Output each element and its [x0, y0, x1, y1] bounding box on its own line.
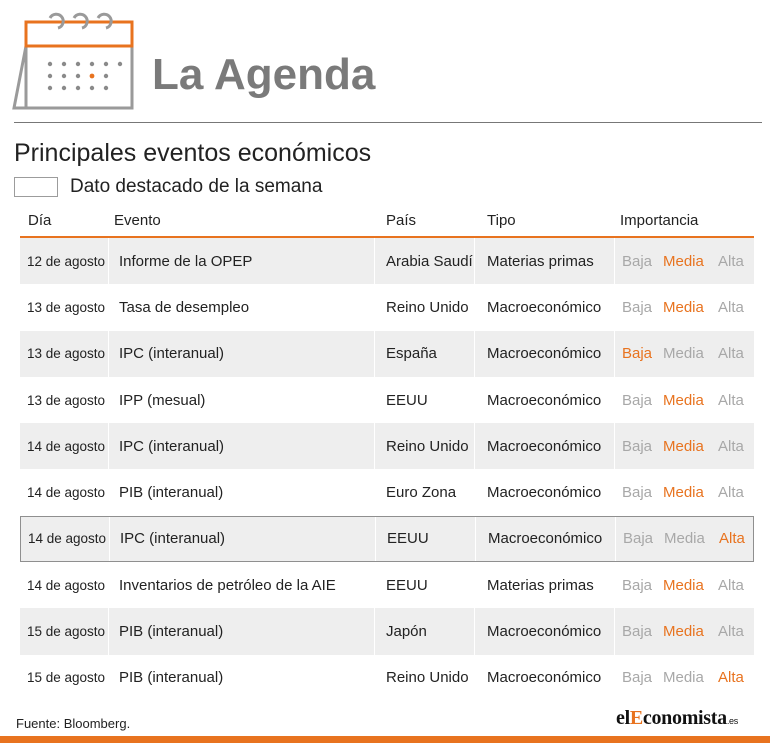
cell-type: Materias primas [487, 576, 594, 594]
column-separator [475, 517, 476, 561]
brand-accent: E [629, 707, 643, 729]
legend-swatch [14, 177, 58, 197]
importance-baja: Baja [622, 345, 653, 363]
table-row [20, 284, 754, 330]
cell-country: EEUU [386, 391, 428, 409]
column-separator [474, 608, 475, 654]
importance-baja: Baja [622, 391, 653, 409]
events-table [20, 208, 754, 701]
importance-alta: Alta [718, 252, 744, 270]
cell-country: Reino Unido [386, 669, 469, 687]
cell-country: EEUU [387, 530, 429, 548]
importance-baja: Baja [622, 298, 653, 316]
cell-event: IPC (interanual) [120, 530, 226, 548]
cell-type: Macroeconómico [487, 345, 602, 363]
cell-type: Macroeconómico [487, 437, 602, 455]
importance-alta: Alta [719, 530, 745, 548]
cell-event: IPC (interanual) [119, 437, 225, 455]
table-row [20, 238, 754, 284]
importance-media: Media [663, 298, 704, 316]
importance-alta: Alta [718, 391, 744, 409]
cell-type: Macroeconómico [487, 623, 602, 641]
column-separator [474, 238, 475, 284]
cell-event: Informe de la OPEP [119, 252, 253, 270]
brand-prefix: el [616, 707, 630, 729]
brand-logo [616, 707, 738, 730]
column-separator [375, 517, 376, 561]
column-separator [108, 238, 109, 284]
header [0, 0, 770, 124]
importance-media: Media [663, 345, 704, 363]
cell-event: Inventarios de petróleo de la AIE [119, 576, 336, 594]
cell-day: 13 de agosto [27, 346, 106, 362]
importance-alta: Alta [718, 669, 744, 687]
importance-alta: Alta [718, 345, 744, 363]
table-row [20, 423, 754, 469]
column-separator [108, 331, 109, 377]
importance-alta: Alta [718, 437, 744, 455]
cell-day: 13 de agosto [27, 299, 106, 315]
table-row [20, 655, 754, 701]
cell-day: 14 de agosto [27, 438, 106, 454]
importance-alta: Alta [718, 576, 744, 594]
importance-baja: Baja [622, 252, 653, 270]
column-separator [614, 238, 615, 284]
legend-label: Dato destacado de la semana [70, 176, 323, 197]
cell-event: PIB (interanual) [119, 669, 224, 687]
importance-alta: Alta [718, 623, 744, 641]
cell-country: Arabia Saudí [386, 252, 473, 270]
column-separator [374, 608, 375, 654]
cell-day: 15 de agosto [27, 624, 106, 640]
importance-media: Media [663, 669, 704, 687]
cell-country: España [386, 345, 437, 363]
calendar-icon [12, 12, 136, 112]
source-note: Fuente: Bloomberg. [16, 716, 131, 731]
cell-event: Tasa de desempleo [119, 298, 250, 316]
column-separator [474, 331, 475, 377]
table-row [20, 516, 754, 562]
column-separator [374, 238, 375, 284]
cell-type: Macroeconómico [487, 298, 602, 316]
table-row [20, 608, 754, 654]
cell-day: 13 de agosto [27, 392, 106, 408]
importance-media: Media [664, 530, 705, 548]
importance-alta: Alta [718, 484, 744, 502]
cell-type: Macroeconómico [487, 391, 602, 409]
column-separator [614, 608, 615, 654]
cell-event: PIB (interanual) [119, 623, 224, 641]
column-header-importance: Importancia [620, 212, 699, 229]
importance-baja: Baja [622, 623, 653, 641]
table-body [20, 238, 754, 701]
cell-country: Japón [386, 623, 427, 641]
column-separator [374, 331, 375, 377]
importance-media: Media [663, 252, 704, 270]
cell-day: 14 de agosto [28, 531, 107, 547]
table-row [20, 377, 754, 423]
cell-type: Materias primas [487, 252, 594, 270]
brand-rest: conomista [642, 707, 727, 729]
column-separator [108, 423, 109, 469]
cell-country: EEUU [386, 576, 428, 594]
cell-day: 14 de agosto [27, 485, 106, 501]
column-separator [474, 423, 475, 469]
cell-event: IPC (interanual) [119, 345, 225, 363]
cell-country: Reino Unido [386, 298, 469, 316]
importance-baja: Baja [622, 484, 653, 502]
table-row [20, 469, 754, 515]
column-header-country: País [386, 212, 417, 229]
cell-event: IPP (mesual) [119, 391, 206, 409]
column-separator [614, 423, 615, 469]
table-header [20, 208, 754, 238]
cell-day: 12 de agosto [27, 253, 106, 269]
header-divider [14, 122, 762, 123]
column-header-type: Tipo [487, 212, 516, 229]
importance-baja: Baja [622, 669, 653, 687]
cell-day: 15 de agosto [27, 670, 106, 686]
cell-day: 14 de agosto [27, 577, 106, 593]
importance-media: Media [663, 623, 704, 641]
column-separator [108, 608, 109, 654]
cell-country: Reino Unido [386, 437, 469, 455]
importance-media: Media [663, 437, 704, 455]
cell-event: PIB (interanual) [119, 484, 224, 502]
cell-type: Macroeconómico [487, 484, 602, 502]
cell-type: Macroeconómico [487, 669, 602, 687]
importance-baja: Baja [622, 437, 653, 455]
importance-media: Media [663, 484, 704, 502]
importance-media: Media [663, 391, 704, 409]
column-header-day: Día [28, 212, 52, 229]
importance-baja: Baja [623, 530, 654, 548]
footer-accent-bar [0, 736, 770, 743]
cell-type: Macroeconómico [488, 530, 603, 548]
column-separator [614, 331, 615, 377]
importance-media: Media [663, 576, 704, 594]
table-row [20, 331, 754, 377]
column-separator [374, 423, 375, 469]
page-subtitle: Principales eventos económicos [14, 139, 372, 167]
column-separator [109, 517, 110, 561]
table-row [20, 562, 754, 608]
page-title: La Agenda [152, 50, 376, 99]
importance-baja: Baja [622, 576, 653, 594]
brand-suffix: .es [726, 716, 738, 726]
importance-alta: Alta [718, 298, 744, 316]
column-separator [615, 517, 616, 561]
column-header-event: Evento [114, 212, 161, 229]
cell-country: Euro Zona [386, 484, 457, 502]
